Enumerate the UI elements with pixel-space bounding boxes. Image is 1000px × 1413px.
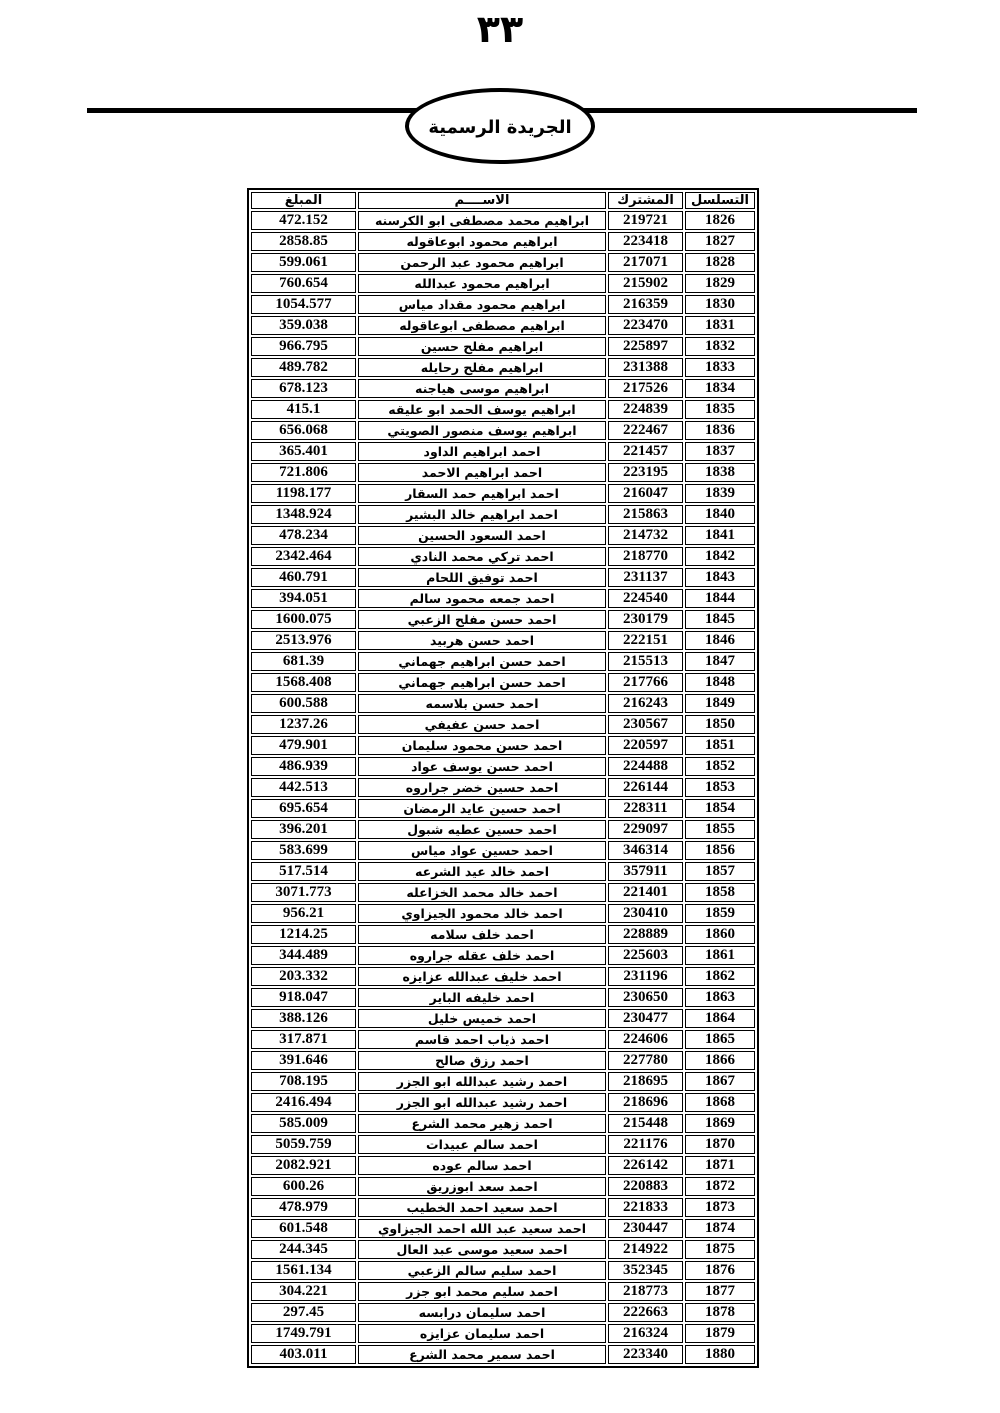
cell-amount: 760.654 [251,274,356,293]
cell-serial: 1865 [685,1030,755,1049]
cell-amount: 317.871 [251,1030,356,1049]
table-row [251,1345,755,1364]
cell-name: احمد سليم سالم الزعبي [358,1261,606,1280]
cell-amount: 442.513 [251,778,356,797]
cell-name: احمد خليف عبدالله عزايزه [358,967,606,986]
cell-subscriber: 230567 [608,715,683,734]
cell-name: احمد سمير محمد الشرع [358,1345,606,1364]
cell-amount: 681.39 [251,652,356,671]
cell-amount: 486.939 [251,757,356,776]
cell-name: احمد حسن محمود سليمان [358,736,606,755]
cell-amount: 396.201 [251,820,356,839]
cell-subscriber: 231196 [608,967,683,986]
cell-serial: 1845 [685,610,755,629]
table-row [251,463,755,482]
cell-amount: 1600.075 [251,610,356,629]
cell-name: احمد خميس خليل [358,1009,606,1028]
table-row [251,547,755,566]
table-row [251,1051,755,1070]
table-row [251,442,755,461]
cell-subscriber: 224606 [608,1030,683,1049]
cell-name: ابراهيم محمود ابوعاقوله [358,232,606,251]
cell-amount: 956.21 [251,904,356,923]
table-row [251,610,755,629]
cell-amount: 203.332 [251,967,356,986]
cell-amount: 583.699 [251,841,356,860]
cell-amount: 2082.921 [251,1156,356,1175]
cell-name: احمد ذياب احمد قاسم [358,1030,606,1049]
table-row [251,652,755,671]
table-header-row [251,192,755,209]
cell-serial: 1828 [685,253,755,272]
cell-name: احمد ابراهيم الاحمد [358,463,606,482]
gazette-title: الجريدة الرسمية [428,116,572,138]
table-row [251,1282,755,1301]
cell-name: احمد توفيق اللحام [358,568,606,587]
cell-amount: 1054.577 [251,295,356,314]
cell-amount: 918.047 [251,988,356,1007]
table-row [251,1135,755,1154]
cell-name: احمد سليم محمد ابو جزر [358,1282,606,1301]
cell-subscriber: 216359 [608,295,683,314]
cell-amount: 344.489 [251,946,356,965]
cell-name: احمد حسن بلاسمه [358,694,606,713]
cell-amount: 5059.759 [251,1135,356,1154]
table-row [251,1324,755,1343]
table-row [251,1156,755,1175]
cell-subscriber: 223418 [608,232,683,251]
table-row [251,673,755,692]
cell-amount: 695.654 [251,799,356,818]
cell-name: احمد حسين عايد الرمضان [358,799,606,818]
table-row [251,400,755,419]
table-row [251,1009,755,1028]
cell-amount: 479.901 [251,736,356,755]
cell-amount: 415.1 [251,400,356,419]
cell-subscriber: 222663 [608,1303,683,1322]
cell-serial: 1856 [685,841,755,860]
cell-serial: 1849 [685,694,755,713]
cell-serial: 1826 [685,211,755,230]
cell-serial: 1874 [685,1219,755,1238]
cell-subscriber: 218696 [608,1093,683,1112]
cell-serial: 1866 [685,1051,755,1070]
cell-name: احمد حسن يوسف عواد [358,757,606,776]
records-table [247,188,759,1368]
cell-amount: 721.806 [251,463,356,482]
cell-subscriber: 230447 [608,1219,683,1238]
cell-name: ابراهيم يوسف منصور الصويتي [358,421,606,440]
table-row [251,1198,755,1217]
cell-serial: 1877 [685,1282,755,1301]
cell-name: احمد تركي محمد النادي [358,547,606,566]
cell-name: ابراهيم محمود عبد الرحمن [358,253,606,272]
cell-subscriber: 231388 [608,358,683,377]
cell-amount: 2858.85 [251,232,356,251]
table-row [251,232,755,251]
table-row [251,358,755,377]
cell-name: احمد حسين عطيه شبول [358,820,606,839]
table-row [251,484,755,503]
table-row [251,337,755,356]
cell-subscriber: 226142 [608,1156,683,1175]
cell-amount: 244.345 [251,1240,356,1259]
cell-amount: 2416.494 [251,1093,356,1112]
cell-name: احمد خالد محمد الخزاعله [358,883,606,902]
cell-serial: 1872 [685,1177,755,1196]
cell-serial: 1858 [685,883,755,902]
cell-amount: 2342.464 [251,547,356,566]
table-row [251,694,755,713]
cell-serial: 1864 [685,1009,755,1028]
cell-name: احمد رشيد عبدالله ابو الجزر [358,1093,606,1112]
cell-subscriber: 222151 [608,631,683,650]
table-row [251,589,755,608]
cell-name: احمد سالم عوده [358,1156,606,1175]
cell-subscriber: 225897 [608,337,683,356]
cell-subscriber: 224540 [608,589,683,608]
cell-name: ابراهيم محمود مقداد مياس [358,295,606,314]
cell-amount: 2513.976 [251,631,356,650]
page-header [0,0,1000,180]
cell-subscriber: 230650 [608,988,683,1007]
cell-amount: 1561.134 [251,1261,356,1280]
cell-serial: 1867 [685,1072,755,1091]
cell-subscriber: 218773 [608,1282,683,1301]
cell-amount: 1198.177 [251,484,356,503]
cell-amount: 1749.791 [251,1324,356,1343]
cell-amount: 678.123 [251,379,356,398]
cell-subscriber: 221401 [608,883,683,902]
cell-name: احمد خالد محمود الجيزاوي [358,904,606,923]
cell-serial: 1835 [685,400,755,419]
cell-name: احمد رزق صالح [358,1051,606,1070]
cell-subscriber: 220597 [608,736,683,755]
cell-subscriber: 219721 [608,211,683,230]
cell-name: احمد حسن ابراهيم جهماني [358,673,606,692]
table-row [251,295,755,314]
cell-serial: 1841 [685,526,755,545]
cell-subscriber: 215902 [608,274,683,293]
table-row [251,1093,755,1112]
cell-subscriber: 228889 [608,925,683,944]
column-header-name: الاســــم [358,192,606,209]
cell-name: احمد ابراهيم خالد البشير [358,505,606,524]
column-header-serial: التسلسل [685,192,755,209]
cell-name: ابراهيم موسى هياجنه [358,379,606,398]
cell-serial: 1873 [685,1198,755,1217]
cell-amount: 599.061 [251,253,356,272]
cell-serial: 1878 [685,1303,755,1322]
cell-subscriber: 217071 [608,253,683,272]
cell-subscriber: 215863 [608,505,683,524]
table-row [251,211,755,230]
cell-serial: 1859 [685,904,755,923]
cell-subscriber: 231137 [608,568,683,587]
cell-amount: 656.068 [251,421,356,440]
cell-amount: 1237.26 [251,715,356,734]
cell-subscriber: 224839 [608,400,683,419]
cell-serial: 1868 [685,1093,755,1112]
cell-amount: 297.45 [251,1303,356,1322]
cell-subscriber: 222467 [608,421,683,440]
cell-subscriber: 357911 [608,862,683,881]
cell-name: احمد سليمان درابسه [358,1303,606,1322]
table-row [251,904,755,923]
table-row [251,1303,755,1322]
cell-subscriber: 346314 [608,841,683,860]
table-row [251,379,755,398]
cell-subscriber: 230179 [608,610,683,629]
cell-name: ابراهيم مفلح حسين [358,337,606,356]
table-row [251,421,755,440]
cell-subscriber: 223195 [608,463,683,482]
table-row [251,925,755,944]
column-header-subscriber: المشترك [608,192,683,209]
cell-name: احمد السعود الحسين [358,526,606,545]
cell-subscriber: 220883 [608,1177,683,1196]
table-row [251,841,755,860]
cell-name: احمد سليمان عزايزه [358,1324,606,1343]
cell-amount: 517.514 [251,862,356,881]
cell-name: احمد حسين عواد مياس [358,841,606,860]
cell-serial: 1880 [685,1345,755,1364]
cell-subscriber: 216243 [608,694,683,713]
cell-name: احمد حسين خضر جراروه [358,778,606,797]
table-row [251,1219,755,1238]
cell-serial: 1853 [685,778,755,797]
cell-amount: 365.401 [251,442,356,461]
table-row [251,1072,755,1091]
table-row [251,1030,755,1049]
cell-subscriber: 214732 [608,526,683,545]
cell-name: احمد زهير محمد الشرع [358,1114,606,1133]
cell-amount: 388.126 [251,1009,356,1028]
cell-amount: 489.782 [251,358,356,377]
cell-serial: 1838 [685,463,755,482]
cell-amount: 359.038 [251,316,356,335]
cell-amount: 1568.408 [251,673,356,692]
table-row [251,820,755,839]
cell-subscriber: 225603 [608,946,683,965]
cell-serial: 1843 [685,568,755,587]
cell-name: ابراهيم محمود عبدالله [358,274,606,293]
cell-subscriber: 217766 [608,673,683,692]
cell-subscriber: 226144 [608,778,683,797]
table-row [251,988,755,1007]
cell-subscriber: 352345 [608,1261,683,1280]
table-row [251,736,755,755]
cell-subscriber: 214922 [608,1240,683,1259]
cell-name: احمد خليفه الباير [358,988,606,1007]
table-row [251,316,755,335]
cell-subscriber: 216047 [608,484,683,503]
cell-subscriber: 215513 [608,652,683,671]
page-number: ٣٣ [476,7,524,51]
cell-name: ابراهيم يوسف الحمد ابو عليقه [358,400,606,419]
cell-subscriber: 221833 [608,1198,683,1217]
table-row [251,1261,755,1280]
table-row [251,946,755,965]
cell-subscriber: 221457 [608,442,683,461]
cell-amount: 708.195 [251,1072,356,1091]
cell-serial: 1830 [685,295,755,314]
cell-name: احمد حسن عفيفي [358,715,606,734]
cell-name: ابراهيم مصطفى ابوعاقوله [358,316,606,335]
cell-name: ابراهيم محمد مصطفى ابو الكرسنه [358,211,606,230]
cell-amount: 478.234 [251,526,356,545]
cell-subscriber: 216324 [608,1324,683,1343]
cell-subscriber: 215448 [608,1114,683,1133]
cell-subscriber: 218695 [608,1072,683,1091]
table-row [251,883,755,902]
table-row [251,1114,755,1133]
cell-serial: 1827 [685,232,755,251]
cell-amount: 394.051 [251,589,356,608]
table-row [251,505,755,524]
cell-name: احمد حسن هربيد [358,631,606,650]
cell-serial: 1860 [685,925,755,944]
cell-subscriber: 218770 [608,547,683,566]
cell-serial: 1855 [685,820,755,839]
cell-serial: 1846 [685,631,755,650]
cell-amount: 601.548 [251,1219,356,1238]
cell-serial: 1837 [685,442,755,461]
cell-amount: 966.795 [251,337,356,356]
cell-serial: 1875 [685,1240,755,1259]
table-row [251,757,755,776]
cell-serial: 1857 [685,862,755,881]
cell-serial: 1833 [685,358,755,377]
cell-amount: 304.221 [251,1282,356,1301]
title-ellipse [405,88,595,164]
cell-serial: 1829 [685,274,755,293]
cell-serial: 1839 [685,484,755,503]
cell-name: ابراهيم مفلح رحايله [358,358,606,377]
cell-name: احمد حسن ابراهيم جهماني [358,652,606,671]
cell-serial: 1834 [685,379,755,398]
cell-amount: 403.011 [251,1345,356,1364]
table-row [251,715,755,734]
cell-amount: 1348.924 [251,505,356,524]
cell-serial: 1831 [685,316,755,335]
cell-amount: 585.009 [251,1114,356,1133]
cell-name: احمد سالم عبيدات [358,1135,606,1154]
cell-serial: 1850 [685,715,755,734]
cell-subscriber: 230477 [608,1009,683,1028]
cell-name: احمد جمعه محمود سالم [358,589,606,608]
cell-serial: 1847 [685,652,755,671]
table-row [251,274,755,293]
cell-serial: 1854 [685,799,755,818]
cell-name: احمد ابراهيم حمد السقار [358,484,606,503]
cell-name: احمد ابراهيم الداود [358,442,606,461]
records-table-container [247,188,753,1368]
cell-serial: 1861 [685,946,755,965]
cell-subscriber: 230410 [608,904,683,923]
cell-subscriber: 227780 [608,1051,683,1070]
cell-serial: 1842 [685,547,755,566]
cell-name: احمد خلف عقله جراروه [358,946,606,965]
cell-serial: 1879 [685,1324,755,1343]
cell-subscriber: 224488 [608,757,683,776]
cell-amount: 3071.773 [251,883,356,902]
table-row [251,253,755,272]
cell-subscriber: 229097 [608,820,683,839]
cell-serial: 1832 [685,337,755,356]
cell-name: احمد سعيد احمد الخطيب [358,1198,606,1217]
cell-serial: 1852 [685,757,755,776]
cell-amount: 472.152 [251,211,356,230]
cell-amount: 460.791 [251,568,356,587]
cell-amount: 1214.25 [251,925,356,944]
table-row [251,862,755,881]
cell-name: احمد سعيد عبد الله احمد الجيزاوي [358,1219,606,1238]
cell-serial: 1876 [685,1261,755,1280]
table-row [251,1240,755,1259]
cell-subscriber: 217526 [608,379,683,398]
table-row [251,631,755,650]
cell-serial: 1869 [685,1114,755,1133]
cell-serial: 1862 [685,967,755,986]
cell-subscriber: 221176 [608,1135,683,1154]
cell-serial: 1840 [685,505,755,524]
table-row [251,967,755,986]
table-body [251,211,755,1364]
cell-serial: 1848 [685,673,755,692]
cell-name: احمد رشيد عبدالله ابو الجزر [358,1072,606,1091]
cell-name: احمد سعيد موسى عبد العال [358,1240,606,1259]
table-row [251,568,755,587]
table-row [251,1177,755,1196]
cell-name: احمد سعد ابوزريق [358,1177,606,1196]
table-row [251,526,755,545]
cell-amount: 600.588 [251,694,356,713]
cell-serial: 1871 [685,1156,755,1175]
cell-name: احمد حسن مفلح الزعبي [358,610,606,629]
table-row [251,778,755,797]
cell-amount: 478.979 [251,1198,356,1217]
cell-amount: 600.26 [251,1177,356,1196]
cell-serial: 1851 [685,736,755,755]
cell-subscriber: 223340 [608,1345,683,1364]
cell-serial: 1836 [685,421,755,440]
cell-serial: 1863 [685,988,755,1007]
table-row [251,799,755,818]
cell-name: احمد خلف سلامه [358,925,606,944]
cell-serial: 1870 [685,1135,755,1154]
cell-subscriber: 223470 [608,316,683,335]
column-header-amount: المبلغ [251,192,356,209]
cell-name: احمد خالد عيد الشرعه [358,862,606,881]
cell-amount: 391.646 [251,1051,356,1070]
cell-subscriber: 228311 [608,799,683,818]
cell-serial: 1844 [685,589,755,608]
